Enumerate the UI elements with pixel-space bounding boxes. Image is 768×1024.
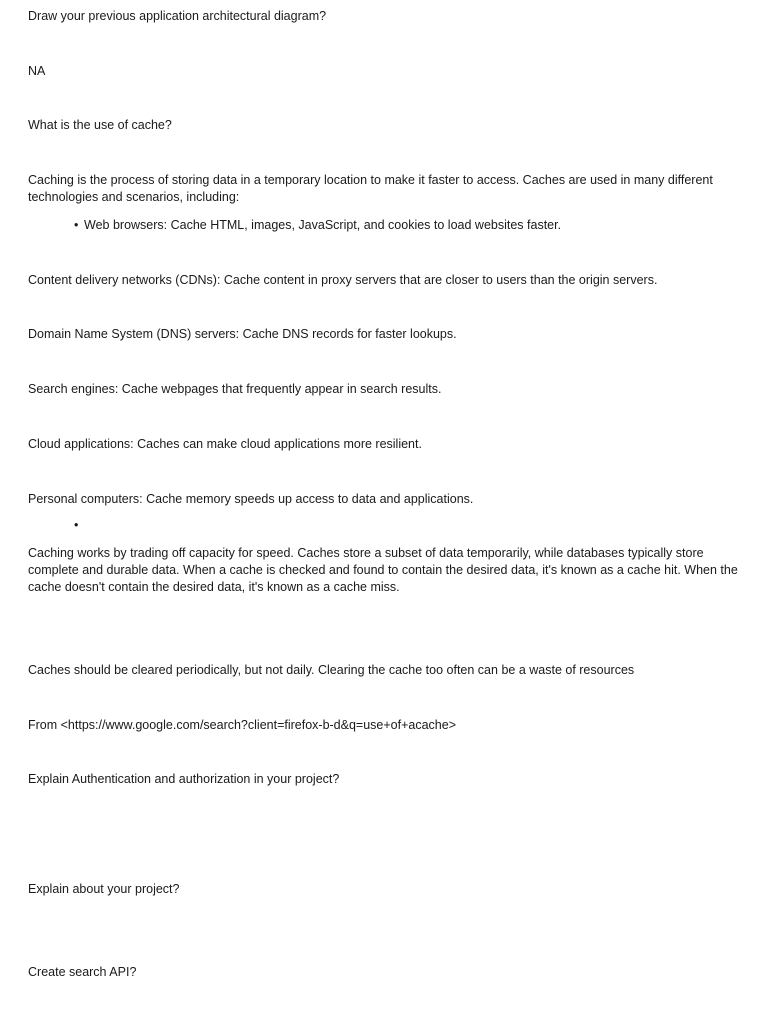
line-dns: Domain Name System (DNS) servers: Cache DNS records for faster lookups. <box>28 327 457 341</box>
answer-na: NA <box>28 64 46 78</box>
question-cache: What is the use of cache? <box>28 118 172 132</box>
question-auth: Explain Authentication and authorization in your project? <box>28 772 340 786</box>
question-project: Explain about your project? <box>28 882 180 896</box>
paragraph-cache-clearing: Caches should be cleared periodically, but not daily. Clearing the cache too often can be a waste of resources <box>28 663 635 677</box>
question-architecture: Draw your previous application architectural diagram? <box>28 9 327 23</box>
paragraph-caching-intro: Caching is the process of storing data in a temporary location to make it faster to access. Caches are used in many different technologies and scenarios, including: <box>28 173 713 204</box>
question-search-api: Create search API? <box>28 965 137 979</box>
bullet-dot-icon: • <box>74 218 79 232</box>
line-search-engines: Search engines: Cache webpages that frequently appear in search results. <box>28 382 442 396</box>
source-link-text: From <https://www.google.com/search?client=firefox-b-d&q=use+of+acache> <box>28 718 457 732</box>
line-personal-computers: Personal computers: Cache memory speeds up access to data and applications. <box>28 492 474 506</box>
line-cdn: Content delivery networks (CDNs): Cache content in proxy servers that are closer to users than the origin servers. <box>28 273 658 287</box>
paragraph-caching-works: Caching works by trading off capacity for speed. Caches store a subset of data temporarily, while databases typically store complete and durable data. When a cache is checked and found to contain the desired data, it's known as a cache hit. When the cache doesn't contain the desired data, it's known as a cache miss. <box>28 546 738 594</box>
bullet-web-browsers-text: Web browsers: Cache HTML, images, JavaScript, and cookies to load websites faster. <box>84 218 562 232</box>
line-cloud-applications: Cloud applications: Caches can make cloud applications more resilient. <box>28 437 422 451</box>
bullet-empty: • <box>74 518 79 532</box>
bullet-web-browsers <box>74 217 734 234</box>
